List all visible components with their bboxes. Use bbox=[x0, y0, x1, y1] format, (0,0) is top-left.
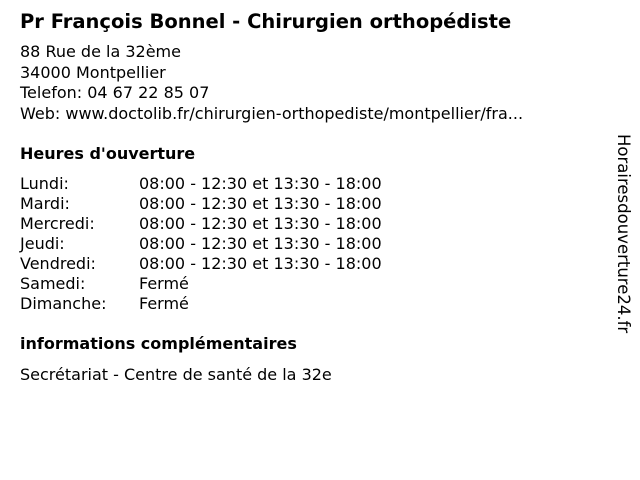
opening-hours: 08:00 - 12:30 et 13:30 - 18:00 bbox=[139, 174, 382, 193]
phone-number: Telefon: 04 67 22 85 07 bbox=[20, 83, 210, 102]
day-label: Vendredi: bbox=[20, 254, 96, 273]
opening-hours: 08:00 - 12:30 et 13:30 - 18:00 bbox=[139, 254, 382, 273]
day-label: Mercredi: bbox=[20, 214, 95, 233]
info-text: Secrétariat - Centre de santé de la 32e bbox=[20, 365, 332, 384]
day-label: Dimanche: bbox=[20, 294, 107, 313]
website-link[interactable]: Web: www.doctolib.fr/chirurgien-orthopediste/montpellier/fra... bbox=[20, 103, 524, 123]
day-label: Jeudi: bbox=[20, 234, 65, 253]
street-address: 88 Rue de la 32ème bbox=[20, 42, 181, 61]
page-title: Pr François Bonnel - Chirurgien orthopédiste bbox=[20, 10, 512, 33]
site-watermark: Horairesdouverture24.fr bbox=[614, 134, 633, 334]
info-heading: informations complémentaires bbox=[20, 334, 297, 353]
day-label: Lundi: bbox=[20, 174, 69, 193]
opening-hours: 08:00 - 12:30 et 13:30 - 18:00 bbox=[139, 214, 382, 233]
day-label: Mardi: bbox=[20, 194, 70, 213]
opening-hours: 08:00 - 12:30 et 13:30 - 18:00 bbox=[139, 194, 382, 213]
opening-hours: Fermé bbox=[139, 274, 189, 293]
day-label: Samedi: bbox=[20, 274, 86, 293]
opening-hours: 08:00 - 12:30 et 13:30 - 18:00 bbox=[139, 234, 382, 253]
city-postal: 34000 Montpellier bbox=[20, 62, 166, 82]
opening-hours: Fermé bbox=[139, 294, 189, 313]
address-block bbox=[20, 42, 523, 124]
hours-heading: Heures d'ouverture bbox=[20, 144, 196, 163]
